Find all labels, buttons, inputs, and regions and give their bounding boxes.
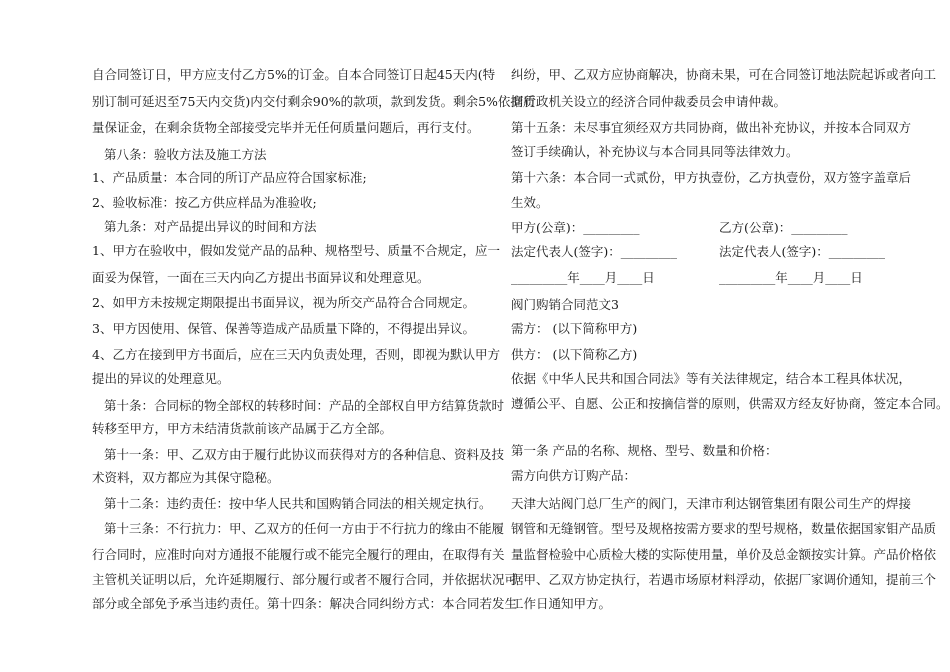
buyer-line: 需方： (以下简称甲方)	[511, 321, 638, 336]
paragraph-line: 部分或全部免予承当违约责任。第十四条：解决合同纠纷方式：本合同若发生	[92, 596, 518, 611]
section-heading: 第八条：验收方法及施工方法	[104, 147, 267, 162]
paragraph-line: 商行政机关设立的经济合同仲裁委员会申请仲裁。	[511, 94, 787, 109]
paragraph-line: 纠纷，甲、乙双方应协商解决，协商未果，可在合同签订地法院起诉或者向工	[511, 67, 937, 82]
supplier-line: 供方： (以下简称乙方)	[511, 347, 638, 362]
party-b-representative: 法定代表人(签字)：_________	[719, 244, 886, 259]
paragraph-line: 生效。	[511, 195, 549, 210]
party-b-seal: 乙方(公章)：_________	[719, 220, 848, 235]
party-a-representative: 法定代表人(签字)：_________	[511, 244, 678, 259]
paragraph-line: 主管机关证明以后，允许延期履行、部分履行或者不履行合同，并依据状况可	[92, 572, 518, 587]
paragraph-line: 1、甲方在验收中，假如发觉产品的品种、规格型号、质量不合规定，应一	[92, 243, 500, 258]
paragraph-line: 钢管和无缝钢管。型号及规格按需方要求的型号规格，数量依据国家钼产品质	[511, 521, 937, 536]
paragraph-line: 第十一条：甲、乙双方由于履行此协议而获得对方的各种信息、资料及技	[104, 447, 505, 462]
paragraph-line: 依据《中华人民共和国合同法》等有关法律规定，结合本工程具体状况，	[511, 371, 912, 386]
paragraph-line: 别订制可延迟至75天内交货)内交付剩余90%的款项，款到发货。剩余5%依据质	[92, 94, 536, 109]
paragraph-line: 量监督检验中心质检大楼的实际使用量，单价及总金额按实计算。产品价格依	[511, 547, 937, 562]
section-heading: 第九条：对产品提出异议的时间和方法	[104, 219, 317, 234]
paragraph-line: 2、如甲方未按规定期限提出书面异议，视为所交产品符合合同规定。	[92, 295, 475, 310]
paragraph-line: 2、验收标准：按乙方供应样品为准验收;	[92, 195, 317, 210]
paragraph-line: 第十五条：未尽事宜须经双方共同协商，做出补充协议，并按本合同双方	[511, 120, 912, 135]
paragraph-line: 工作日通知甲方。	[511, 596, 612, 611]
paragraph-line: 自合同签订日，甲方应支付乙方5%的订金。自本合同签订日起45天内(特	[92, 67, 496, 82]
paragraph-line: 据甲、乙双方协定执行，若遇市场原材料浮动，依据厂家调价通知，提前三个	[511, 572, 937, 587]
paragraph-line: 1、产品质量：本合同的所订产品应符合国家标准;	[92, 170, 367, 185]
party-a-seal: 甲方(公章)：_________	[511, 220, 640, 235]
party-a-date: _________年____月____日	[511, 270, 655, 285]
paragraph-line: 量保证金，在剩余货物全部接受完毕并无任何质量问题后，再行支付。	[92, 120, 480, 135]
paragraph-line: 转移至甲方，甲方未结清货款前该产品属于乙方全部。	[92, 421, 393, 436]
paragraph-line: 第十二条：违约责任：按中华人民共和国购销合同法的相关规定执行。	[104, 496, 492, 511]
paragraph-line: 术资料，双方都应为其保守隐秘。	[92, 470, 280, 485]
paragraph-line: 天津大站阀门总厂生产的阀门，天津市利达钢管集团有限公司生产的焊接	[511, 496, 912, 511]
section-heading: 第一条 产品的名称、规格、型号、数量和价格：	[511, 443, 778, 458]
paragraph-line: 提出的异议的处理意见。	[92, 371, 230, 386]
paragraph-line: 签订手续确认，补充协议与本合同具同等法律效力。	[511, 144, 799, 159]
paragraph-line: 面妥为保管，一面在三天内向乙方提出书面异议和处理意见。	[92, 270, 430, 285]
paragraph-line: 4、乙方在接到甲方书面后，应在三天内负责处理，否则，即视为默认甲方	[92, 347, 500, 362]
paragraph-line: 第十三条：不行抗力：甲、乙双方的任何一方由于不行抗力的缘由不能履	[104, 521, 505, 536]
paragraph-line: 3、甲方因使用、保管、保善等造成产品质量下降的，不得提出异议。	[92, 321, 475, 336]
paragraph-line: 行合同时，应准时向对方通报不能履行或不能完全履行的理由，在取得有关	[92, 547, 505, 562]
paragraph-line: 需方向供方订购产品：	[511, 468, 637, 483]
paragraph-line: 第十条：合同标的物全部权的转移时间：产品的全部权自甲方结算货款时	[104, 398, 505, 413]
contract-title: 阀门购销合同范文3	[511, 297, 619, 312]
paragraph-line: 遵循公平、自愿、公正和按摘信誉的原则，供需双方经友好协商，签定本合同。	[511, 396, 949, 411]
party-b-date: _________年____月____日	[719, 270, 863, 285]
paragraph-line: 第十六条：本合同一式贰份，甲方执壹份，乙方执壹份，双方签字盖章后	[511, 170, 912, 185]
